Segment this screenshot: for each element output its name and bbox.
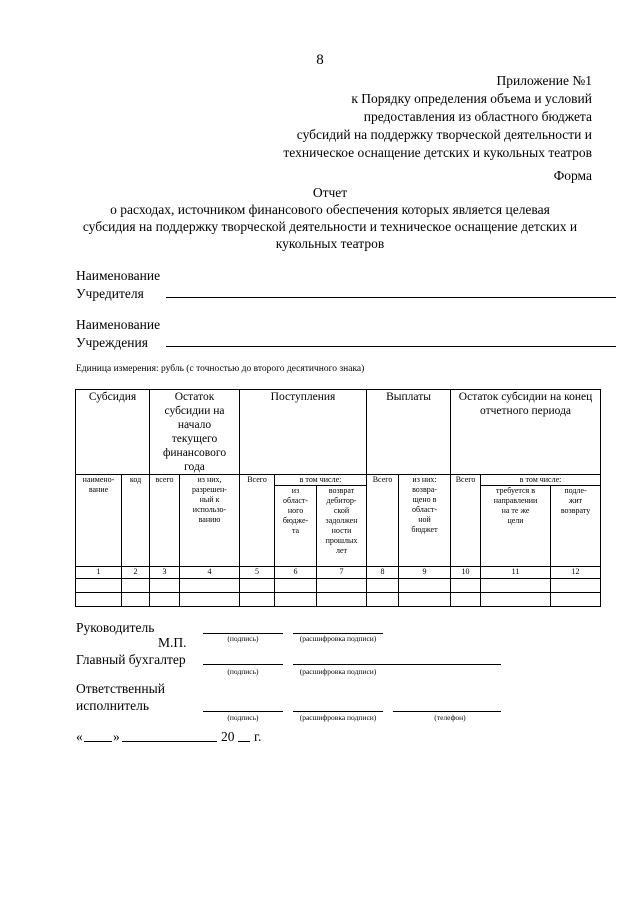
report-line: субсидия на поддержку творческой деятельности и техническое оснащение детских и [82,219,578,234]
col-to-return: подле- жит возврату [551,486,601,567]
report-heading [60,184,600,252]
responsible-label-line: исполнитель [76,698,149,713]
caption-signature: (подпись) [227,667,259,676]
report-title: Отчет [312,185,348,200]
institution-input[interactable] [166,346,616,347]
date-year-input[interactable] [238,741,250,742]
col-receipts-incl: в том числе: [275,475,367,486]
col-name: наимено- вание [76,475,122,567]
date-open-quote: « [76,729,83,744]
institution-label-line: Наименование [76,317,161,332]
col-balance-total: Всего [451,475,481,567]
date-day-input[interactable] [84,741,112,742]
appendix-line: к Порядку определения объема и условий [351,91,592,106]
chief-accountant-label: Главный бухгалтер [76,652,186,667]
header-payments: Выплаты [367,390,451,475]
col-returned: из них: возвра- щено в област- ной бюджет [399,475,451,567]
accountant-signature-line[interactable] [203,664,283,665]
column-number: 11 [481,567,551,579]
date-close-quote: » [113,729,120,744]
head-label: Руководитель [76,620,155,635]
column-number: 1 [76,567,122,579]
institution-label [76,316,160,352]
appendix-line: субсидий на поддержку творческой деятельности и [296,127,592,142]
responsible-phone-line[interactable] [393,711,501,712]
stamp-label: М.П. [158,635,187,650]
col-receipts-total: Всего [240,475,275,567]
header-receipts: Поступления [240,390,367,475]
col-allowed: из них, разрешен- ный к использо- ванию [180,475,240,567]
responsible-signature-line[interactable] [203,711,283,712]
caption-signature: (подпись) [227,634,259,643]
col-balance-incl: в том числе: [481,475,601,486]
col-from-regional: из област- ного бюдже- та [275,486,317,567]
unit-note: Единица измерения: рубль (с точностью до второго десятичного знака) [76,364,365,374]
page-number: 8 [316,52,324,68]
date-year-prefix: 20 [221,729,235,744]
institution-label-line: Учреждения [76,335,148,350]
col-return-debt: возврат дебитор- ской задолжен ности прошлых лет [317,486,367,567]
col-code: код [122,475,150,567]
column-number: 12 [551,567,601,579]
column-number: 2 [122,567,150,579]
header-subsidy: Субсидия [76,390,150,475]
appendix-title: Приложение №1 [496,73,592,88]
caption-decode: (расшифровка подписи) [299,713,377,722]
column-number: 7 [317,567,367,579]
responsible-label-line: Ответственный [76,681,165,696]
appendix-header [283,72,592,162]
date-year-suffix: г. [254,729,262,744]
caption-phone: (телефон) [434,713,466,722]
accountant-decode-line[interactable] [293,664,501,665]
column-number: 4 [180,567,240,579]
date-month-input[interactable] [122,741,217,742]
column-number: 8 [367,567,399,579]
table-row[interactable] [76,593,601,607]
column-numbers-row [76,567,601,579]
caption-signature: (подпись) [227,713,259,722]
appendix-line: предоставления из областного бюджета [363,109,592,124]
founder-label-line: Учредителя [76,286,144,301]
form-label: Форма [553,168,592,183]
col-needed: требуется в направлении на те же цели [481,486,551,567]
col-total: всего [150,475,180,567]
founder-label [76,267,160,303]
appendix-line: техническое оснащение детских и кукольных театров [283,145,592,160]
column-number: 3 [150,567,180,579]
responsible-decode-line[interactable] [293,711,383,712]
founder-label-line: Наименование [76,268,161,283]
column-number: 9 [399,567,451,579]
column-number: 5 [240,567,275,579]
header-balance-end: Остаток субсидии на конец отчетного периода [451,390,601,475]
header-balance-start: Остаток субсидии на начало текущего финансового года [150,390,240,475]
report-line: о расходах, источником финансового обеспечения которых является целевая [110,202,550,217]
report-table [75,389,601,607]
table-row[interactable] [76,579,601,593]
founder-input[interactable] [166,297,616,298]
caption-decode: (расшифровка подписи) [299,667,377,676]
report-line: кукольных театров [275,236,385,251]
caption-decode: (расшифровка подписи) [299,634,377,643]
column-number: 6 [275,567,317,579]
col-payments-total: Всего [367,475,399,567]
column-number: 10 [451,567,481,579]
responsible-label [76,680,165,714]
